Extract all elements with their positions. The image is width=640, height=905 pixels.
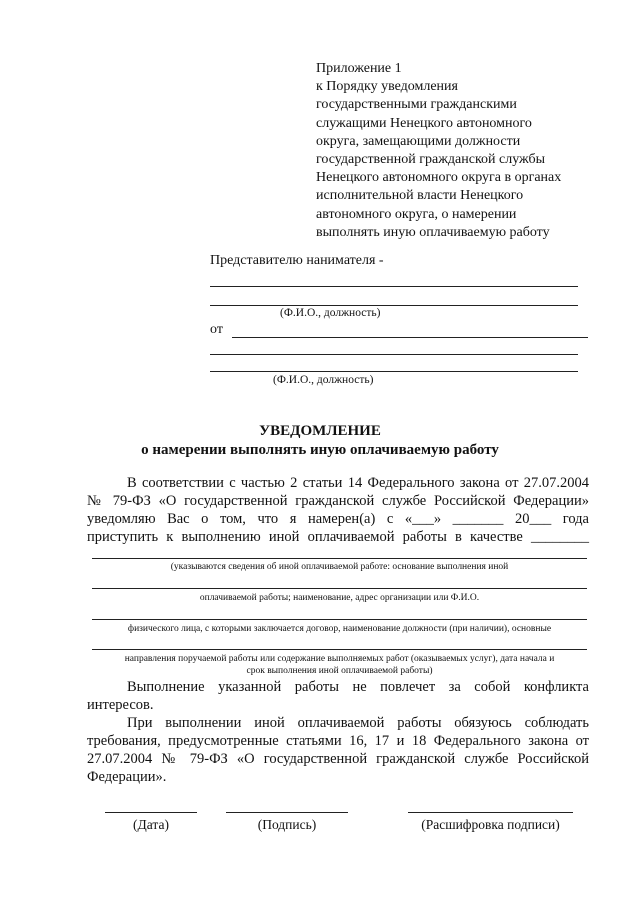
addressee-line-1 (210, 286, 578, 287)
body-line: приступить к выполнению иной оплачиваемой работы в качестве ________ (87, 529, 589, 545)
body-line: № 79-ФЗ «О государственной гражданской службе Российской Федерации» (87, 493, 589, 509)
document-title: УВЕДОМЛЕНИЕ (259, 423, 381, 439)
appendix-line: служащими Ненецкого автономного (316, 115, 532, 131)
hint-text: срок выполнения иной оплачиваемой работы) (246, 666, 433, 676)
body-line: При выполнении иной оплачиваемой работы обязуюсь соблюдать (127, 715, 589, 731)
date-label: (Дата) (133, 817, 169, 832)
appendix-line: выполнять иную оплачиваемую работу (316, 224, 550, 240)
addressee-label: Представителю нанимателя - (210, 253, 384, 268)
appendix-line: к Порядку уведомления (316, 79, 458, 95)
body-line: уведомляю Вас о том, что я намерен(а) с «___» _______ 20___ года (87, 511, 589, 527)
document-subtitle: о намерении выполнять иную оплачиваемую работу (141, 442, 499, 458)
signature-line (226, 812, 348, 813)
fill-line (92, 588, 587, 589)
addressee-caption: (Ф.И.О., должность) (280, 307, 381, 319)
body-line: требования, предусмотренные статьями 16, 17 и 18 Федерального закона от (87, 733, 589, 749)
decode-line (408, 812, 573, 813)
appendix-block (316, 60, 616, 242)
appendix-line: государственной гражданской службы (316, 152, 546, 168)
signature-label: (Подпись) (257, 817, 317, 832)
appendix-line: автономного округа, о намерении (316, 206, 517, 222)
appendix-line: Ненецкого автономного округа в органах (316, 170, 562, 186)
decode-label: (Расшифровка подписи) (421, 817, 560, 832)
from-line-2 (210, 354, 578, 355)
appendix-line: государственными гражданскими (316, 97, 517, 113)
hint-text: физического лица, с которыми заключается договор, наименование должности (при наличии), основные (127, 624, 552, 634)
addressee-line-2 (210, 305, 578, 306)
body-line: Федерации». (87, 769, 167, 785)
fill-line (92, 558, 587, 559)
hint-text: (указываются сведения об иной оплачиваемой работе: основание выполнения иной (170, 562, 509, 572)
hint-text: оплачиваемой работы; наименование, адрес организации или Ф.И.О. (199, 593, 480, 603)
appendix-line: исполнительной власти Ненецкого (316, 188, 524, 204)
from-line-3 (210, 371, 578, 372)
appendix-line: Приложение 1 (316, 61, 402, 76)
from-line-1 (232, 337, 588, 338)
from-caption: (Ф.И.О., должность) (273, 374, 374, 386)
hint-text: направления поручаемой работы или содержание выполняемых работ (оказываемых услуг), дата начала и (124, 654, 555, 664)
body-line: интересов. (87, 697, 154, 713)
body-line: Выполнение указанной работы не повлечет за собой конфликта (127, 679, 589, 695)
body-line: 27.07.2004 № 79-ФЗ «О государственной гражданской службе Российской (87, 751, 589, 767)
date-line (105, 812, 197, 813)
fill-line (92, 649, 587, 650)
body-line: В соответствии с частью 2 статьи 14 Федерального закона от 27.07.2004 (127, 475, 589, 491)
appendix-line: округа, замещающими должности (316, 133, 521, 149)
fill-line (92, 619, 587, 620)
from-label: от (210, 322, 223, 337)
